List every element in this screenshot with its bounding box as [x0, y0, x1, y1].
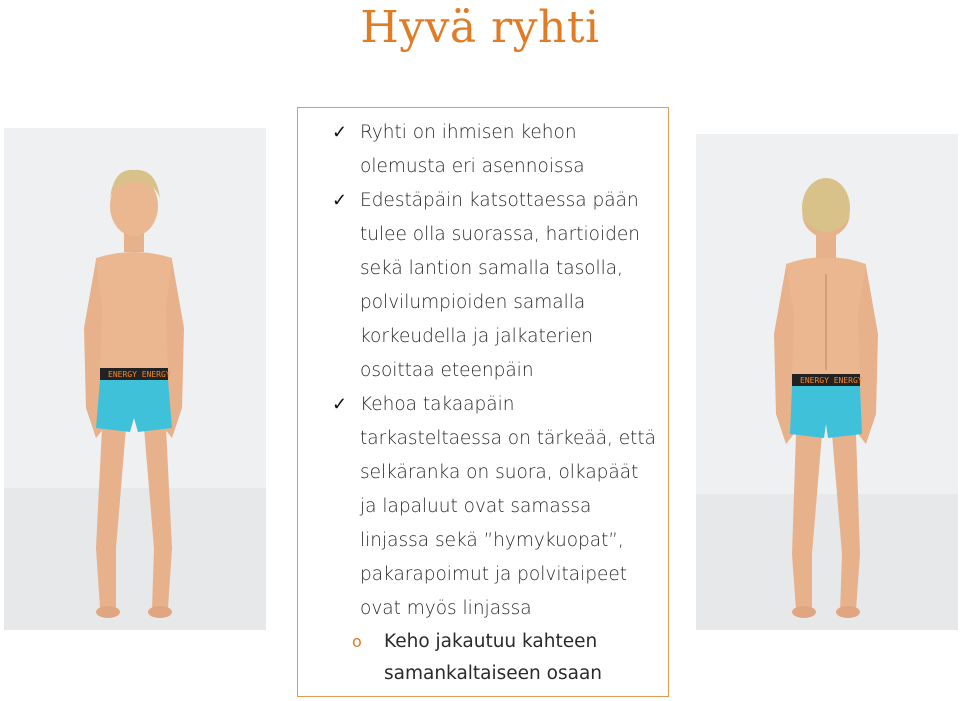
checkmark-icon: ✓	[332, 190, 348, 211]
front-view-photo	[4, 128, 266, 630]
bullet-item-1	[326, 116, 660, 184]
bullet-list	[326, 116, 660, 626]
bullet-text: Edestäpäin katsottaessa pään tulee olla suorassa, hartioiden sekä lantion samalla tasolla, polvilumpioiden samalla korkeudella ja jalkaterien osoittaa eteenpäin	[360, 190, 640, 381]
svg-text:ENERGY ENERGY: ENERGY ENERGY	[800, 376, 863, 385]
circle-bullet-icon: o	[352, 632, 362, 651]
svg-text:ENERGY ENERGY: ENERGY ENERGY	[108, 370, 171, 379]
sub-bullet-item-1	[344, 626, 660, 690]
person-front-icon	[4, 128, 266, 630]
person-back-icon	[696, 134, 958, 630]
bullet-item-2	[326, 184, 660, 388]
sub-bullet-text: Keho jakautuu kahteen samankaltaiseen osaan	[384, 631, 603, 684]
bullet-text: Kehoa takaapäin tarkasteltaessa on tärkeää, että selkäranka on suora, olkapäät ja lapaluut ovat samassa linjassa sekä ”hymykuopat”, pakarapoimut ja polvitaipeet ovat myös linjassa	[360, 394, 657, 619]
back-view-photo	[696, 134, 958, 630]
page-title: Hyvä ryhti	[360, 2, 600, 53]
posture-text-box	[297, 107, 669, 697]
sub-bullet-list	[344, 626, 660, 690]
checkmark-icon: ✓	[332, 394, 348, 415]
bullet-item-3	[326, 388, 660, 626]
bullet-text: Ryhti on ihmisen kehon olemusta eri asennoissa	[360, 122, 585, 177]
checkmark-icon: ✓	[332, 122, 348, 143]
